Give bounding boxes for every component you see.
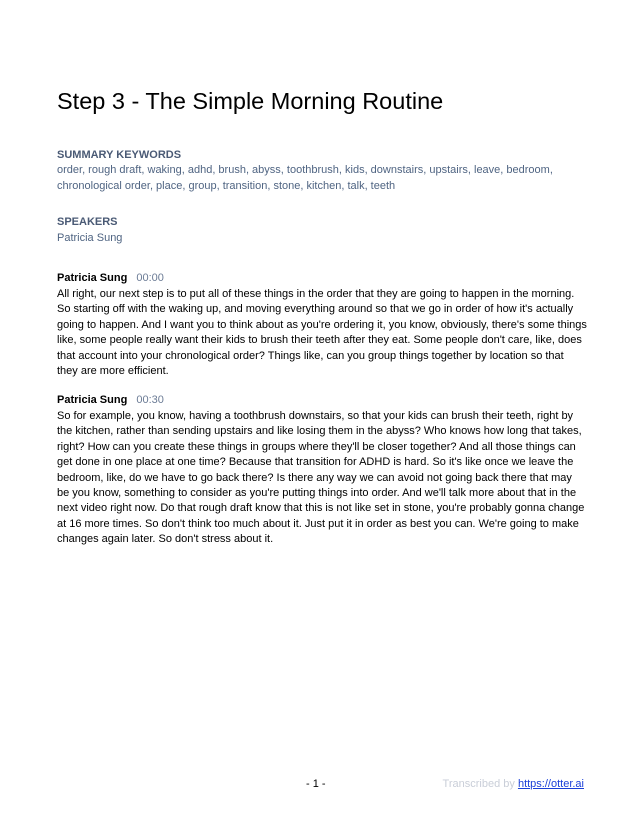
- transcript-block: [57, 393, 587, 548]
- credit-text: Transcribed by: [442, 778, 518, 790]
- speaker-header: [57, 393, 587, 408]
- timestamp: 00:00: [136, 272, 164, 284]
- summary-keywords-text: order, rough draft, waking, adhd, brush, abyss, toothbrush, kids, downstairs, upstairs, leave, bedroom, chronological order, place, group, transition, stone, kitchen, talk, teeth: [57, 164, 553, 192]
- transcription-credit: [443, 778, 584, 790]
- speaker-name: Patricia Sung: [57, 394, 128, 406]
- transcript-block: [57, 271, 587, 379]
- speaker-name: Patricia Sung: [57, 272, 128, 284]
- page-title: Step 3 - The Simple Morning Routine: [57, 88, 444, 114]
- page-number: - 1 -: [306, 778, 326, 790]
- summary-keywords-label: SUMMARY KEYWORDS: [57, 149, 182, 161]
- speaker-header: [57, 271, 587, 286]
- otter-link[interactable]: https://otter.ai: [517, 778, 584, 790]
- speakers-list: Patricia Sung: [57, 232, 123, 244]
- timestamp: 00:30: [136, 394, 164, 406]
- speakers-label: SPEAKERS: [57, 216, 118, 228]
- transcript-paragraph: All right, our next step is to put all of these things in the order that they are going to happen in the morning. So starting off with the waking up, and moving everything around so that we go in order of how it's actually going to happen. And I want you to think about as you're ordering it, you know, obviously, there's some things like, some people really want their kids to brush their teeth after they eat. Some people don't care, like, does that account into your chronological order? Things like, can you group things together by location so that they are more efficient.: [57, 288, 587, 378]
- transcript-paragraph: So for example, you know, having a toothbrush downstairs, so that your kids can brush their teeth, right by the kitchen, rather than sending upstairs and like losing them in the abyss? Who knows how long that takes, right? How can you create these things in groups where they'll be closer together? And all those things can get done in one place at one time? Because that transition for ADHD is hard. So it's like once we leave the bedroom, like, do we have to go back there? Is there any way we can avoid not going back there that may be you know, something to consider as you're putting things into order. And we'll talk more about that in the next video right now. Do that rough draft know that this is not like set in stone, you're probably gonna change at 16 more times. So don't think too much about it. Just put it in order as best you can. We're going to make changes again later. So don't stress about it.: [57, 410, 585, 546]
